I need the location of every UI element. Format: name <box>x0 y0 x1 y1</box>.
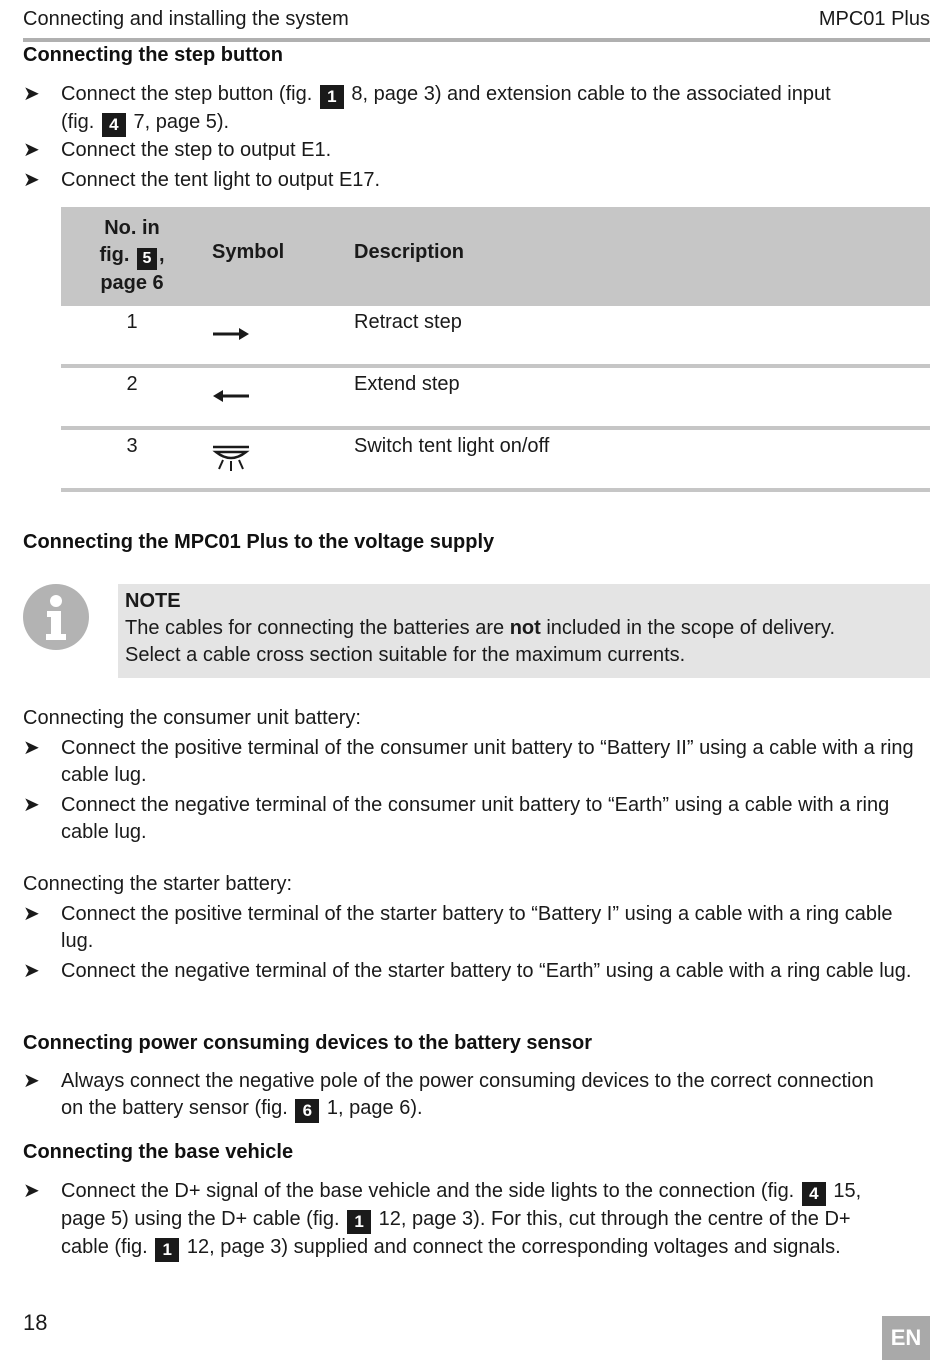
figure-ref-badge: 1 <box>347 1210 371 1234</box>
list-item: ➤ Connect the tent light to output E17. <box>23 167 930 194</box>
figure-ref-badge: 4 <box>802 1182 826 1206</box>
bullet-arrow-icon: ➤ <box>23 903 40 925</box>
list-item: ➤ Connect the step button (fig. 1 8, page 3) and extension cable to the associated input (fig. 4 7, page 5). <box>23 81 930 137</box>
list-item: ➤ Connect the positive terminal of the consumer unit battery to “Battery II” using a cable with a ring cable lug. <box>23 737 914 786</box>
row-number: 1 <box>126 311 138 333</box>
section-title-step-button: Connecting the step button <box>23 44 283 66</box>
list-item: ➤ Connect the D+ signal of the base vehicle and the side lights to the connection (fig. 4 15, page 5) using the D+ cable (fig. 1 12, page 3). For this, cut through the centre of the D+ cable (fig. 1 12, page 3) supplied and connect the corresponding voltages and signals. <box>23 1178 930 1262</box>
table-header <box>61 207 930 306</box>
list-item: ➤ Connect the step to output E1. <box>23 137 930 164</box>
bullet-arrow-icon: ➤ <box>23 169 40 191</box>
paragraph: Connecting the starter battery: <box>23 873 293 895</box>
row-description: Switch tent light on/off <box>354 435 550 457</box>
bullet-arrow-icon: ➤ <box>23 83 40 105</box>
row-description: Extend step <box>354 373 460 395</box>
note-text: The cables for connecting the batteries are not included in the scope of delivery. <box>125 617 836 639</box>
bullet-arrow-icon: ➤ <box>23 139 40 161</box>
page-number: 18 <box>23 1310 48 1335</box>
row-description: Retract step <box>354 311 462 333</box>
list-item: ➤ Connect the positive terminal of the starter battery to “Battery I” using a cable with a ring cable lug. <box>23 903 893 952</box>
header-product-name: MPC01 Plus <box>818 8 930 30</box>
table-row <box>61 306 930 368</box>
column-header-number: No. in fig. 5 , page 6 <box>99 217 165 294</box>
step-function-table <box>61 207 930 492</box>
figure-ref-badge: 4 <box>102 113 126 137</box>
bullet-arrow-icon: ➤ <box>23 1180 40 1202</box>
tent-light-icon <box>211 444 251 474</box>
row-number: 2 <box>126 373 138 395</box>
row-number: 3 <box>126 435 138 457</box>
section-title-battery-sensor: Connecting power consuming devices to the battery sensor <box>23 1032 592 1054</box>
list-item: ➤ Connect the negative terminal of the consumer unit battery to “Earth” using a cable with a ring cable lug. <box>23 794 890 843</box>
figure-ref-badge: 6 <box>295 1099 319 1123</box>
section-title-voltage-supply: Connecting the MPC01 Plus to the voltage supply <box>23 531 495 553</box>
table-row <box>61 430 930 492</box>
list-item: ➤ Connect the negative terminal of the starter battery to “Earth” using a cable with a ring cable lug. <box>23 958 930 985</box>
arrow-left-icon <box>211 382 251 412</box>
note-title: NOTE <box>125 590 181 612</box>
figure-ref-badge: 1 <box>155 1238 179 1262</box>
table-row <box>61 368 930 430</box>
list-item: ➤ Always connect the negative pole of the power consuming devices to the correct connection on the battery sensor (fig. 6 1, page 6). <box>23 1068 930 1123</box>
info-icon <box>23 584 89 650</box>
column-header-symbol: Symbol <box>212 241 285 263</box>
arrow-right-icon <box>211 320 251 350</box>
column-header-description: Description <box>354 241 465 263</box>
note-box <box>118 584 930 678</box>
paragraph: Connecting the consumer unit battery: <box>23 707 361 729</box>
note-text: Select a cable cross section suitable for the maximum currents. <box>125 644 686 666</box>
bullet-arrow-icon: ➤ <box>23 737 40 759</box>
figure-ref-badge: 5 <box>137 248 157 270</box>
language-badge: EN <box>882 1316 930 1360</box>
bullet-arrow-icon: ➤ <box>23 960 40 982</box>
bullet-arrow-icon: ➤ <box>23 1070 40 1092</box>
figure-ref-badge: 1 <box>320 85 344 109</box>
section-title-base-vehicle: Connecting the base vehicle <box>23 1141 294 1163</box>
header-chapter-title: Connecting and installing the system <box>23 8 349 30</box>
bullet-arrow-icon: ➤ <box>23 794 40 816</box>
page-header <box>23 6 930 42</box>
